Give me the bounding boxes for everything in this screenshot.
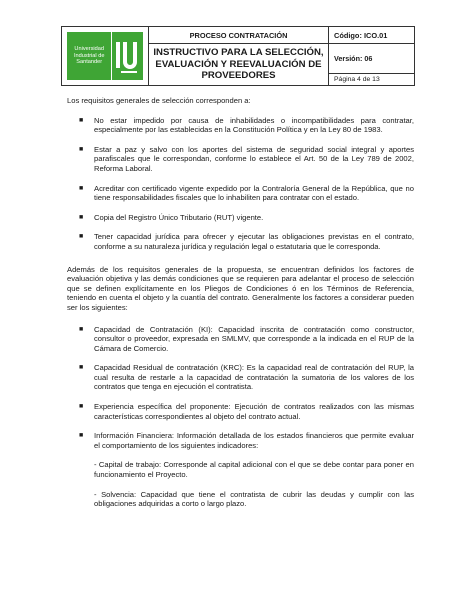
bullet-icon: ■ bbox=[79, 233, 84, 241]
university-logo bbox=[67, 32, 143, 80]
sub-item-solvency: - Solvencia: Capacidad que tiene el contratista de cubrir las deudas y cumplir con las obligaciones adquiridas a corto o largo plazo. bbox=[94, 489, 414, 509]
logo-cell bbox=[62, 27, 149, 86]
list-item: ■ Experiencia específica del proponente: Ejecución de contratos realizados con las mismas características correspondientes al objeto del contrato actual. bbox=[79, 402, 414, 421]
list-item: ■ Capacidad Residual de contratación (KRC): Es la capacidad real de contratación del RUP, la cual resulta de restarle a la capacidad de contratación la sumatoria de los valores de los contratos que tenga en ejecución el contratista. bbox=[79, 363, 414, 392]
bullet-icon: ■ bbox=[79, 364, 84, 372]
document-code: Código: ICO.01 bbox=[329, 27, 415, 44]
uis-emblem-icon bbox=[112, 32, 143, 80]
factors-list bbox=[67, 325, 414, 451]
logo-text-block bbox=[67, 32, 111, 80]
logo-text-line: Universidad bbox=[74, 46, 104, 53]
bullet-icon: ■ bbox=[79, 403, 84, 411]
bullet-icon: ■ bbox=[79, 116, 84, 124]
document-body bbox=[67, 96, 414, 509]
process-title: PROCESO CONTRATACIÓN bbox=[149, 27, 329, 44]
list-item: ■ Copia del Registro Único Tributario (RUT) vigente. bbox=[79, 212, 264, 222]
bullet-icon: ■ bbox=[79, 184, 84, 192]
logo-emblem bbox=[112, 32, 143, 80]
list-item: ■ Capacidad de Contratación (KI): Capacidad inscrita de contratación como constructor, consultor o proveedor, expresada en SMLMV, que corresponde a la indicada en el RUP de la Cámara de Comercio. bbox=[79, 324, 414, 353]
document-version: Versión: 06 bbox=[329, 44, 415, 74]
list-item: ■ Estar a paz y salvo con los aportes del sistema de seguridad social integral y aportes parafiscales que le correspondan, conforme lo establece el Art. 50 de la Ley 789 de 2002, Reforma Laboral. bbox=[79, 144, 414, 173]
intro-paragraph: Los requisitos generales de selección corresponden a: bbox=[67, 96, 251, 105]
list-item: ■ Información Financiera: Información detallada de los estados financieros que permite evaluar el comportamiento de los siguientes indicadores: bbox=[79, 431, 414, 450]
bullet-icon: ■ bbox=[79, 213, 84, 221]
sub-item-capital: - Capital de trabajo: Corresponde al capital adicional con el que se debe contar para poner en funcionamiento el Proyecto. bbox=[94, 460, 414, 480]
logo-text-line: Santander bbox=[76, 59, 103, 66]
logo-text-line: Industrial de bbox=[73, 52, 105, 59]
bullet-icon: ■ bbox=[79, 432, 84, 440]
bullet-icon: ■ bbox=[79, 325, 84, 333]
bullet-icon: ■ bbox=[79, 145, 84, 153]
evaluation-paragraph: Además de los requisitos generales de la propuesta, se encuentran definidos los factores de evaluación objetiva y las demás condiciones que se requieren para adelantar el proceso de selección que se definen explícitamente en los Pliegos de Condiciones ó en los Términos de Referencia, teniendo en cuenta el objeto y la cuantía del contrato. Generalmente los factores a considerar pueden ser los siguientes: bbox=[67, 264, 414, 312]
document-header bbox=[61, 26, 415, 86]
document-title: INSTRUCTIVO PARA LA SELECCIÓN, EVALUACIÓN Y REEVALUACIÓN DE PROVEEDORES bbox=[149, 44, 329, 86]
list-item: ■ Tener capacidad jurídica para ofrecer y ejecutar las obligaciones previstas en el contrato, conforme a su naturaleza jurídica y regulación legal o estatutaria que le corresponda. bbox=[79, 232, 414, 251]
page-number: Página 4 de 13 bbox=[329, 73, 415, 85]
list-item: ■ Acreditar con certificado vigente expedido por la Contraloría General de la República, que no tiene responsabilidades fiscales que lo inhabiliten para contratar con el estado. bbox=[79, 183, 414, 203]
list-item: ■ No estar impedido por causa de inhabilidades o incompatibilidades para contratar, especialmente por las establecidas en la Constitución Política y en la Ley 80 de 1983. bbox=[79, 115, 414, 135]
requirements-list bbox=[67, 116, 414, 252]
